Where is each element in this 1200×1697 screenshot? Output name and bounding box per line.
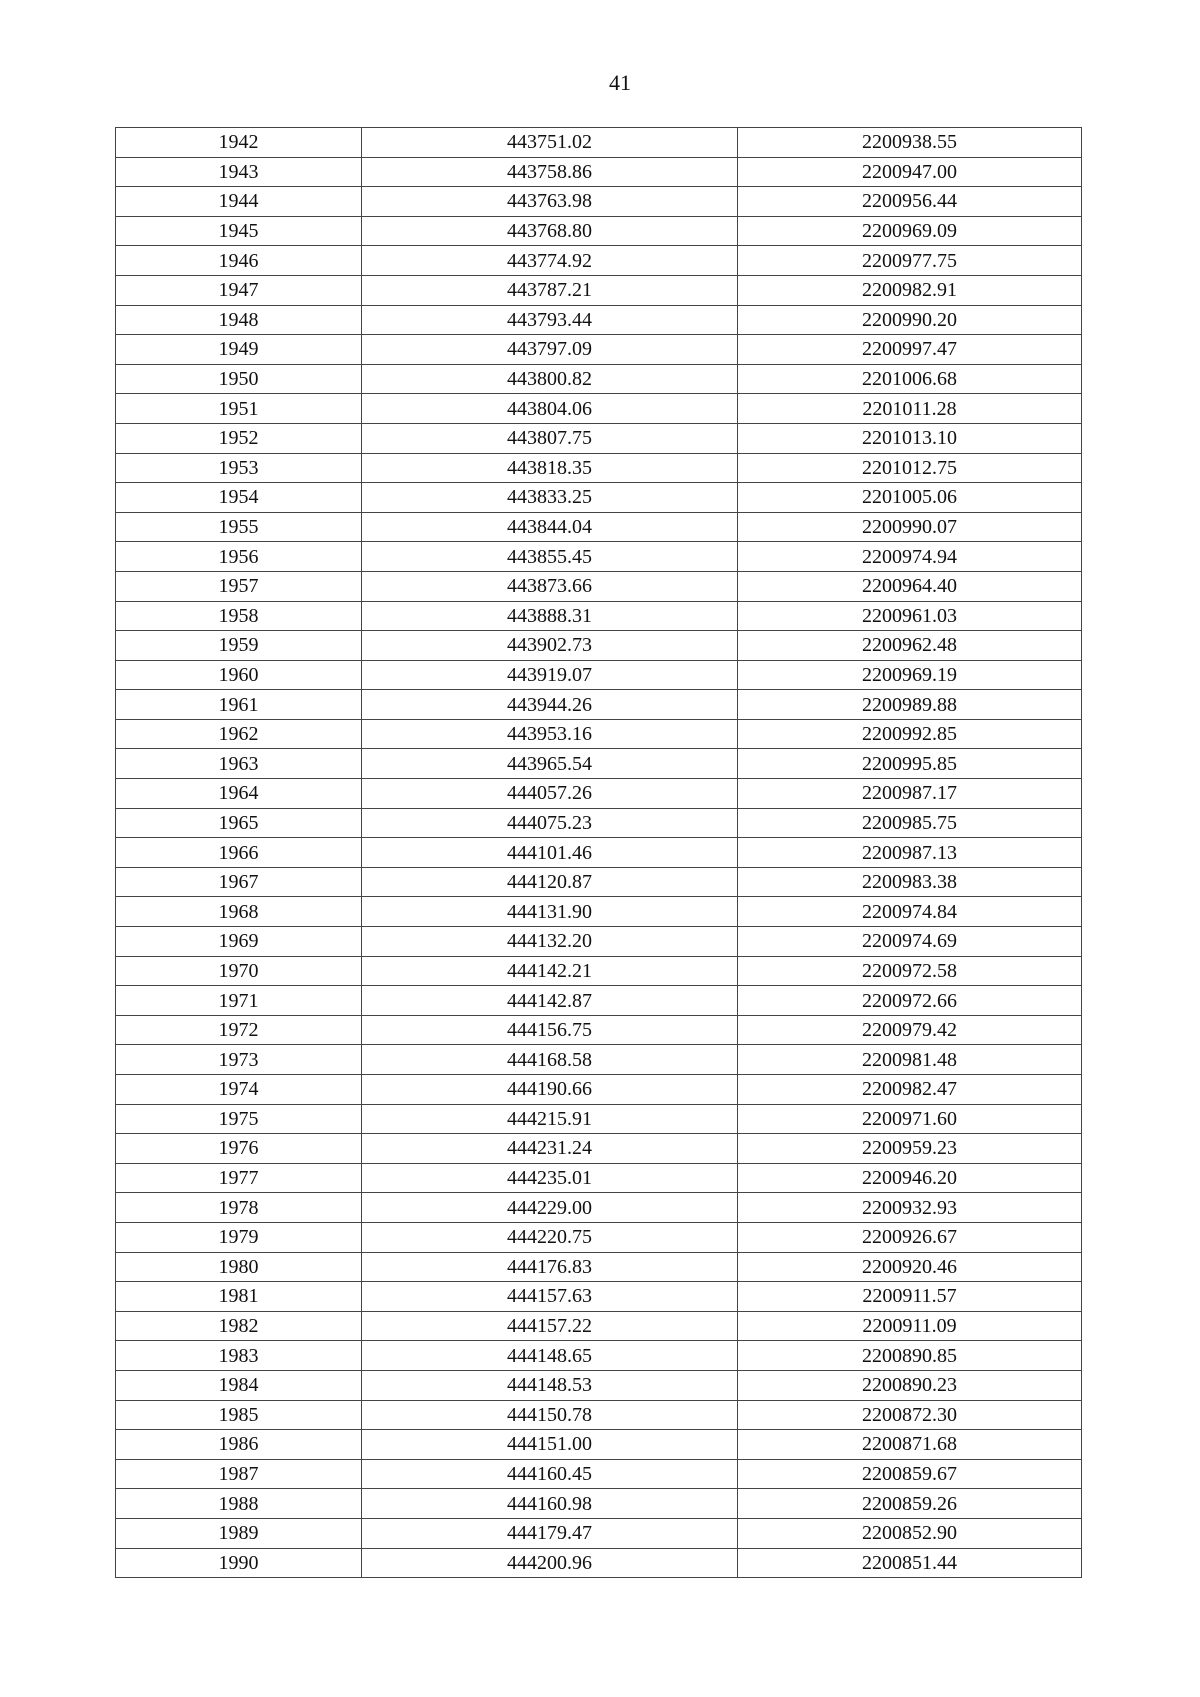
x-coordinate-cell: 443873.66 bbox=[362, 571, 738, 601]
table-row bbox=[116, 1518, 1082, 1548]
x-coordinate-cell: 443844.04 bbox=[362, 512, 738, 542]
x-coordinate-cell: 444157.63 bbox=[362, 1282, 738, 1312]
y-coordinate-cell: 2200995.85 bbox=[738, 749, 1082, 779]
point-number-cell: 1948 bbox=[116, 305, 362, 335]
table-row bbox=[116, 542, 1082, 572]
point-number-cell: 1947 bbox=[116, 275, 362, 305]
table-row bbox=[116, 335, 1082, 365]
x-coordinate-cell: 443818.35 bbox=[362, 453, 738, 483]
table-row bbox=[116, 483, 1082, 513]
x-coordinate-cell: 444131.90 bbox=[362, 897, 738, 927]
y-coordinate-cell: 2200959.23 bbox=[738, 1134, 1082, 1164]
point-number-cell: 1974 bbox=[116, 1075, 362, 1105]
y-coordinate-cell: 2200872.30 bbox=[738, 1400, 1082, 1430]
point-number-cell: 1954 bbox=[116, 483, 362, 513]
point-number-cell: 1979 bbox=[116, 1222, 362, 1252]
table-row bbox=[116, 779, 1082, 809]
point-number-cell: 1982 bbox=[116, 1311, 362, 1341]
table-row bbox=[116, 453, 1082, 483]
point-number-cell: 1953 bbox=[116, 453, 362, 483]
point-number-cell: 1972 bbox=[116, 1015, 362, 1045]
table-row bbox=[116, 1104, 1082, 1134]
y-coordinate-cell: 2200961.03 bbox=[738, 601, 1082, 631]
y-coordinate-cell: 2200987.17 bbox=[738, 779, 1082, 809]
point-number-cell: 1969 bbox=[116, 927, 362, 957]
point-number-cell: 1971 bbox=[116, 986, 362, 1016]
table-row bbox=[116, 956, 1082, 986]
table-row bbox=[116, 1370, 1082, 1400]
y-coordinate-cell: 2200938.55 bbox=[738, 128, 1082, 158]
x-coordinate-cell: 444160.45 bbox=[362, 1459, 738, 1489]
table-row bbox=[116, 867, 1082, 897]
table-row bbox=[116, 808, 1082, 838]
x-coordinate-cell: 444142.21 bbox=[362, 956, 738, 986]
y-coordinate-cell: 2200969.09 bbox=[738, 216, 1082, 246]
table-row bbox=[116, 1134, 1082, 1164]
x-coordinate-cell: 444190.66 bbox=[362, 1075, 738, 1105]
y-coordinate-cell: 2200985.75 bbox=[738, 808, 1082, 838]
table-row bbox=[116, 631, 1082, 661]
y-coordinate-cell: 2201011.28 bbox=[738, 394, 1082, 424]
point-number-cell: 1977 bbox=[116, 1163, 362, 1193]
point-number-cell: 1959 bbox=[116, 631, 362, 661]
y-coordinate-cell: 2200974.94 bbox=[738, 542, 1082, 572]
table-row bbox=[116, 1163, 1082, 1193]
table-row bbox=[116, 216, 1082, 246]
y-coordinate-cell: 2200964.40 bbox=[738, 571, 1082, 601]
point-number-cell: 1973 bbox=[116, 1045, 362, 1075]
x-coordinate-cell: 443763.98 bbox=[362, 187, 738, 217]
table-row bbox=[116, 838, 1082, 868]
x-coordinate-cell: 443855.45 bbox=[362, 542, 738, 572]
x-coordinate-cell: 443965.54 bbox=[362, 749, 738, 779]
x-coordinate-cell: 444120.87 bbox=[362, 867, 738, 897]
y-coordinate-cell: 2200974.69 bbox=[738, 927, 1082, 957]
y-coordinate-cell: 2200947.00 bbox=[738, 157, 1082, 187]
table-row bbox=[116, 1222, 1082, 1252]
y-coordinate-cell: 2200962.48 bbox=[738, 631, 1082, 661]
point-number-cell: 1975 bbox=[116, 1104, 362, 1134]
x-coordinate-cell: 443774.92 bbox=[362, 246, 738, 276]
y-coordinate-cell: 2200851.44 bbox=[738, 1548, 1082, 1578]
table-row bbox=[116, 897, 1082, 927]
y-coordinate-cell: 2200982.91 bbox=[738, 275, 1082, 305]
table-row bbox=[116, 394, 1082, 424]
point-number-cell: 1978 bbox=[116, 1193, 362, 1223]
x-coordinate-cell: 443751.02 bbox=[362, 128, 738, 158]
table-row bbox=[116, 305, 1082, 335]
table-row bbox=[116, 690, 1082, 720]
point-number-cell: 1962 bbox=[116, 719, 362, 749]
point-number-cell: 1981 bbox=[116, 1282, 362, 1312]
table-row bbox=[116, 986, 1082, 1016]
x-coordinate-cell: 443919.07 bbox=[362, 660, 738, 690]
x-coordinate-cell: 443787.21 bbox=[362, 275, 738, 305]
table-row bbox=[116, 601, 1082, 631]
x-coordinate-cell: 444148.65 bbox=[362, 1341, 738, 1371]
x-coordinate-cell: 444160.98 bbox=[362, 1489, 738, 1519]
point-number-cell: 1984 bbox=[116, 1370, 362, 1400]
x-coordinate-cell: 443758.86 bbox=[362, 157, 738, 187]
point-number-cell: 1988 bbox=[116, 1489, 362, 1519]
point-number-cell: 1966 bbox=[116, 838, 362, 868]
table-body bbox=[116, 128, 1082, 1578]
y-coordinate-cell: 2201005.06 bbox=[738, 483, 1082, 513]
y-coordinate-cell: 2200971.60 bbox=[738, 1104, 1082, 1134]
y-coordinate-cell: 2200981.48 bbox=[738, 1045, 1082, 1075]
table-row bbox=[116, 1489, 1082, 1519]
x-coordinate-cell: 444075.23 bbox=[362, 808, 738, 838]
x-coordinate-cell: 443768.80 bbox=[362, 216, 738, 246]
point-number-cell: 1976 bbox=[116, 1134, 362, 1164]
table-row bbox=[116, 364, 1082, 394]
point-number-cell: 1987 bbox=[116, 1459, 362, 1489]
y-coordinate-cell: 2200890.23 bbox=[738, 1370, 1082, 1400]
y-coordinate-cell: 2200911.09 bbox=[738, 1311, 1082, 1341]
table-row bbox=[116, 1282, 1082, 1312]
table-row bbox=[116, 275, 1082, 305]
coordinates-table bbox=[115, 127, 1082, 1578]
table-row bbox=[116, 1548, 1082, 1578]
x-coordinate-cell: 444150.78 bbox=[362, 1400, 738, 1430]
x-coordinate-cell: 444229.00 bbox=[362, 1193, 738, 1223]
point-number-cell: 1961 bbox=[116, 690, 362, 720]
point-number-cell: 1964 bbox=[116, 779, 362, 809]
table-row bbox=[116, 1400, 1082, 1430]
y-coordinate-cell: 2200987.13 bbox=[738, 838, 1082, 868]
x-coordinate-cell: 443953.16 bbox=[362, 719, 738, 749]
point-number-cell: 1945 bbox=[116, 216, 362, 246]
x-coordinate-cell: 443888.31 bbox=[362, 601, 738, 631]
y-coordinate-cell: 2200969.19 bbox=[738, 660, 1082, 690]
table-row bbox=[116, 1252, 1082, 1282]
y-coordinate-cell: 2200956.44 bbox=[738, 187, 1082, 217]
y-coordinate-cell: 2200979.42 bbox=[738, 1015, 1082, 1045]
y-coordinate-cell: 2200920.46 bbox=[738, 1252, 1082, 1282]
x-coordinate-cell: 444148.53 bbox=[362, 1370, 738, 1400]
x-coordinate-cell: 444101.46 bbox=[362, 838, 738, 868]
point-number-cell: 1950 bbox=[116, 364, 362, 394]
x-coordinate-cell: 444215.91 bbox=[362, 1104, 738, 1134]
x-coordinate-cell: 444220.75 bbox=[362, 1222, 738, 1252]
y-coordinate-cell: 2201013.10 bbox=[738, 423, 1082, 453]
table-row bbox=[116, 128, 1082, 158]
table-row bbox=[116, 749, 1082, 779]
x-coordinate-cell: 444151.00 bbox=[362, 1430, 738, 1460]
x-coordinate-cell: 444231.24 bbox=[362, 1134, 738, 1164]
point-number-cell: 1965 bbox=[116, 808, 362, 838]
point-number-cell: 1946 bbox=[116, 246, 362, 276]
x-coordinate-cell: 444156.75 bbox=[362, 1015, 738, 1045]
point-number-cell: 1944 bbox=[116, 187, 362, 217]
table-row bbox=[116, 1459, 1082, 1489]
table-row bbox=[116, 157, 1082, 187]
y-coordinate-cell: 2201006.68 bbox=[738, 364, 1082, 394]
table-row bbox=[116, 1075, 1082, 1105]
table-row bbox=[116, 927, 1082, 957]
point-number-cell: 1960 bbox=[116, 660, 362, 690]
point-number-cell: 1955 bbox=[116, 512, 362, 542]
x-coordinate-cell: 444200.96 bbox=[362, 1548, 738, 1578]
y-coordinate-cell: 2200977.75 bbox=[738, 246, 1082, 276]
x-coordinate-cell: 444179.47 bbox=[362, 1518, 738, 1548]
point-number-cell: 1958 bbox=[116, 601, 362, 631]
point-number-cell: 1952 bbox=[116, 423, 362, 453]
point-number-cell: 1943 bbox=[116, 157, 362, 187]
y-coordinate-cell: 2200974.84 bbox=[738, 897, 1082, 927]
table-row bbox=[116, 1193, 1082, 1223]
y-coordinate-cell: 2200859.26 bbox=[738, 1489, 1082, 1519]
y-coordinate-cell: 2201012.75 bbox=[738, 453, 1082, 483]
y-coordinate-cell: 2200972.66 bbox=[738, 986, 1082, 1016]
y-coordinate-cell: 2200997.47 bbox=[738, 335, 1082, 365]
table-row bbox=[116, 1015, 1082, 1045]
y-coordinate-cell: 2200992.85 bbox=[738, 719, 1082, 749]
y-coordinate-cell: 2200932.93 bbox=[738, 1193, 1082, 1223]
x-coordinate-cell: 444157.22 bbox=[362, 1311, 738, 1341]
point-number-cell: 1956 bbox=[116, 542, 362, 572]
point-number-cell: 1989 bbox=[116, 1518, 362, 1548]
x-coordinate-cell: 443793.44 bbox=[362, 305, 738, 335]
y-coordinate-cell: 2200926.67 bbox=[738, 1222, 1082, 1252]
point-number-cell: 1968 bbox=[116, 897, 362, 927]
x-coordinate-cell: 444057.26 bbox=[362, 779, 738, 809]
point-number-cell: 1951 bbox=[116, 394, 362, 424]
point-number-cell: 1942 bbox=[116, 128, 362, 158]
point-number-cell: 1986 bbox=[116, 1430, 362, 1460]
x-coordinate-cell: 443804.06 bbox=[362, 394, 738, 424]
table-row bbox=[116, 1430, 1082, 1460]
table-row bbox=[116, 1341, 1082, 1371]
x-coordinate-cell: 443807.75 bbox=[362, 423, 738, 453]
point-number-cell: 1990 bbox=[116, 1548, 362, 1578]
y-coordinate-cell: 2200890.85 bbox=[738, 1341, 1082, 1371]
point-number-cell: 1980 bbox=[116, 1252, 362, 1282]
page-number: 41 bbox=[609, 70, 631, 95]
y-coordinate-cell: 2200990.07 bbox=[738, 512, 1082, 542]
x-coordinate-cell: 443800.82 bbox=[362, 364, 738, 394]
point-number-cell: 1963 bbox=[116, 749, 362, 779]
x-coordinate-cell: 443833.25 bbox=[362, 483, 738, 513]
x-coordinate-cell: 444176.83 bbox=[362, 1252, 738, 1282]
table-row bbox=[116, 1311, 1082, 1341]
point-number-cell: 1970 bbox=[116, 956, 362, 986]
x-coordinate-cell: 443902.73 bbox=[362, 631, 738, 661]
x-coordinate-cell: 444168.58 bbox=[362, 1045, 738, 1075]
table-row bbox=[116, 719, 1082, 749]
y-coordinate-cell: 2200990.20 bbox=[738, 305, 1082, 335]
table-row bbox=[116, 187, 1082, 217]
table-row bbox=[116, 571, 1082, 601]
x-coordinate-cell: 444142.87 bbox=[362, 986, 738, 1016]
table-row bbox=[116, 1045, 1082, 1075]
x-coordinate-cell: 443944.26 bbox=[362, 690, 738, 720]
y-coordinate-cell: 2200983.38 bbox=[738, 867, 1082, 897]
point-number-cell: 1967 bbox=[116, 867, 362, 897]
table-row bbox=[116, 423, 1082, 453]
y-coordinate-cell: 2200972.58 bbox=[738, 956, 1082, 986]
x-coordinate-cell: 444132.20 bbox=[362, 927, 738, 957]
y-coordinate-cell: 2200946.20 bbox=[738, 1163, 1082, 1193]
y-coordinate-cell: 2200871.68 bbox=[738, 1430, 1082, 1460]
y-coordinate-cell: 2200859.67 bbox=[738, 1459, 1082, 1489]
table-row bbox=[116, 660, 1082, 690]
table-row bbox=[116, 512, 1082, 542]
point-number-cell: 1949 bbox=[116, 335, 362, 365]
y-coordinate-cell: 2200989.88 bbox=[738, 690, 1082, 720]
x-coordinate-cell: 444235.01 bbox=[362, 1163, 738, 1193]
x-coordinate-cell: 443797.09 bbox=[362, 335, 738, 365]
y-coordinate-cell: 2200911.57 bbox=[738, 1282, 1082, 1312]
point-number-cell: 1983 bbox=[116, 1341, 362, 1371]
table-row bbox=[116, 246, 1082, 276]
y-coordinate-cell: 2200982.47 bbox=[738, 1075, 1082, 1105]
point-number-cell: 1957 bbox=[116, 571, 362, 601]
y-coordinate-cell: 2200852.90 bbox=[738, 1518, 1082, 1548]
point-number-cell: 1985 bbox=[116, 1400, 362, 1430]
